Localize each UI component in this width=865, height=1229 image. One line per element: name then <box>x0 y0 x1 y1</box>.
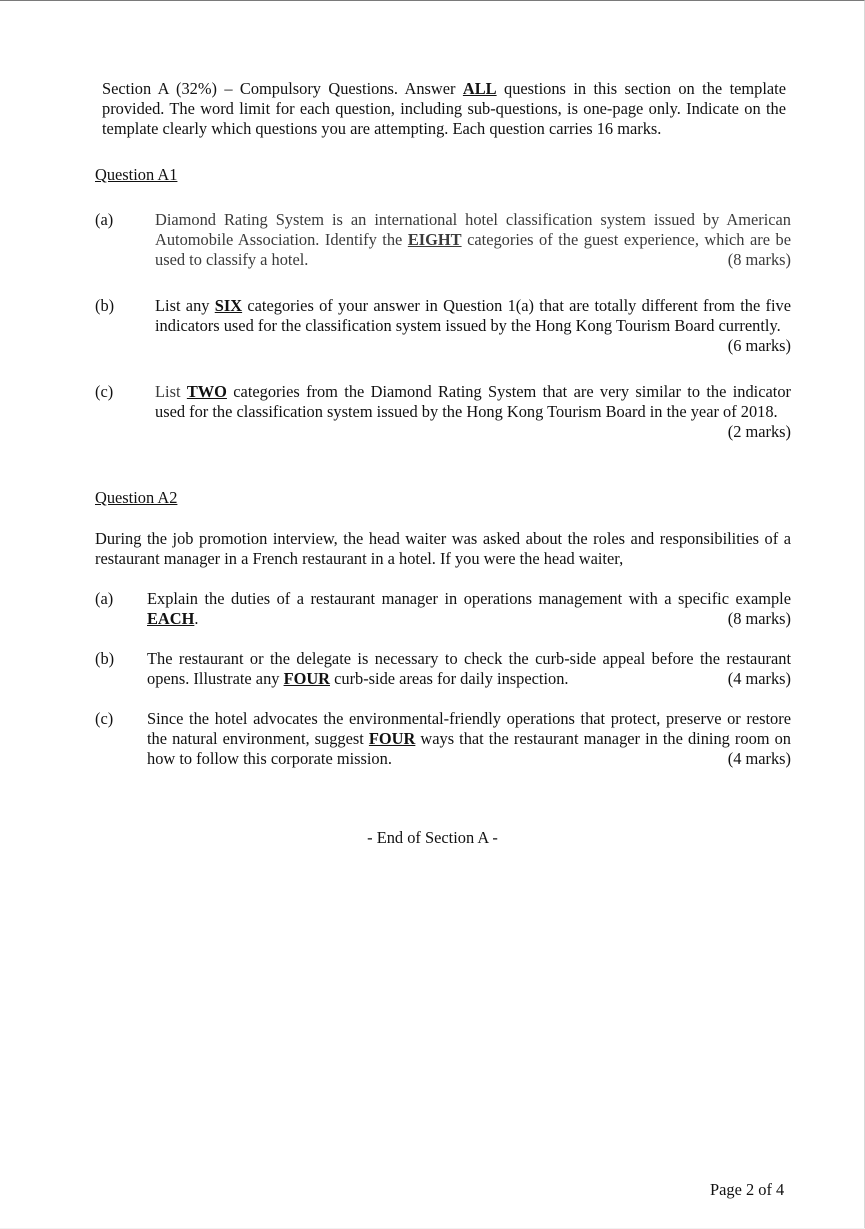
q-a2-a-post: . <box>194 609 199 628</box>
q-a2-c-post: ways that the restaurant manager in the dining room on how to follow this corporate mission. <box>147 729 791 768</box>
q-a1-a-label: (a) <box>95 210 114 229</box>
q-a1-b-label: (b) <box>95 296 115 315</box>
q-a1-a-post: categories of the guest experience, which are be used to classify a hotel. <box>155 230 791 269</box>
q-a1-c-post: categories from the Diamond Rating System that are very similar to the indicator used for the classification system issued by the Hong Kong Tourism Board in the year of 2018. <box>155 382 791 421</box>
q-a1-a-marks: (8 marks) <box>727 250 791 269</box>
q-a2-b-text <box>147 649 791 689</box>
q-a2-b-pre: The restaurant or the delegate is necessary to check the curb-side appeal before the restaurant opens. Illustrate any <box>147 649 791 688</box>
q-a2-c-text <box>147 709 791 769</box>
page-number: Page 2 of 4 <box>710 1180 785 1199</box>
question-a2-heading: Question A2 <box>95 488 178 507</box>
q-a1-a-keyword: EIGHT <box>407 230 462 249</box>
q-a2-b-post: curb-side areas for daily inspection. <box>330 669 569 688</box>
q-a2-a-keyword: EACH <box>147 609 195 628</box>
q-a2-c-pre: Since the hotel advocates the environmental-friendly operations that protect, preserve or restore the natural environment, suggest <box>147 709 791 748</box>
q-a1-a-pre: Diamond Rating System is an international hotel classification system issued by American Automobile Association. Identify the <box>155 210 791 249</box>
question-a1-heading: Question A1 <box>95 165 178 184</box>
q-a1-b-pre: List any <box>155 296 215 315</box>
q-a2-c-label: (c) <box>95 709 114 728</box>
q-a2-a-label: (a) <box>95 589 114 608</box>
q-a2-lead-text: During the job promotion interview, the head waiter was asked about the roles and responsibilities of a restaurant manager in a French restaurant in a hotel. If you were the head waiter, <box>95 529 791 568</box>
intro-prefix: Section A (32%) – Compulsory Questions. Answer <box>102 79 463 98</box>
q-a2-b-keyword: FOUR <box>283 669 330 688</box>
q-a1-c-keyword: TWO <box>186 382 227 401</box>
q-a1-c-marks: (2 marks) <box>727 422 791 441</box>
q-a1-c-text <box>155 382 791 442</box>
q-a2-a-marks: (8 marks) <box>727 609 791 628</box>
section-a-instructions <box>102 79 786 139</box>
intro-keyword: ALL <box>462 79 497 98</box>
q-a1-c-pre: List <box>155 382 187 401</box>
q-a2-a-pre: Explain the duties of a restaurant manager in operations management with a specific example <box>147 589 791 608</box>
q-a1-b-post: categories of your answer in Question 1(a) that are totally different from the five indicators used for the classification system issued by the Hong Kong Tourism Board currently. <box>155 296 791 335</box>
q-a1-a-text <box>155 210 791 270</box>
end-of-section-a: - End of Section A - <box>367 828 498 847</box>
q-a1-c-label: (c) <box>95 382 114 401</box>
q-a2-c-keyword: FOUR <box>368 729 416 748</box>
intro-suffix: questions in this section on the template provided. The word limit for each question, including sub-questions, is one-page only. Indicate on the template clearly which questions you are attempting. Each question carries 16 marks. <box>102 79 786 138</box>
q-a2-b-marks: (4 marks) <box>727 669 791 688</box>
q-a1-b-text <box>155 296 791 356</box>
q-a1-b-marks: (6 marks) <box>727 336 791 355</box>
q-a2-b-label: (b) <box>95 649 115 668</box>
q-a2-a-text <box>147 589 791 629</box>
q-a1-b-keyword: SIX <box>214 296 243 315</box>
q-a2-c-marks: (4 marks) <box>727 749 791 768</box>
